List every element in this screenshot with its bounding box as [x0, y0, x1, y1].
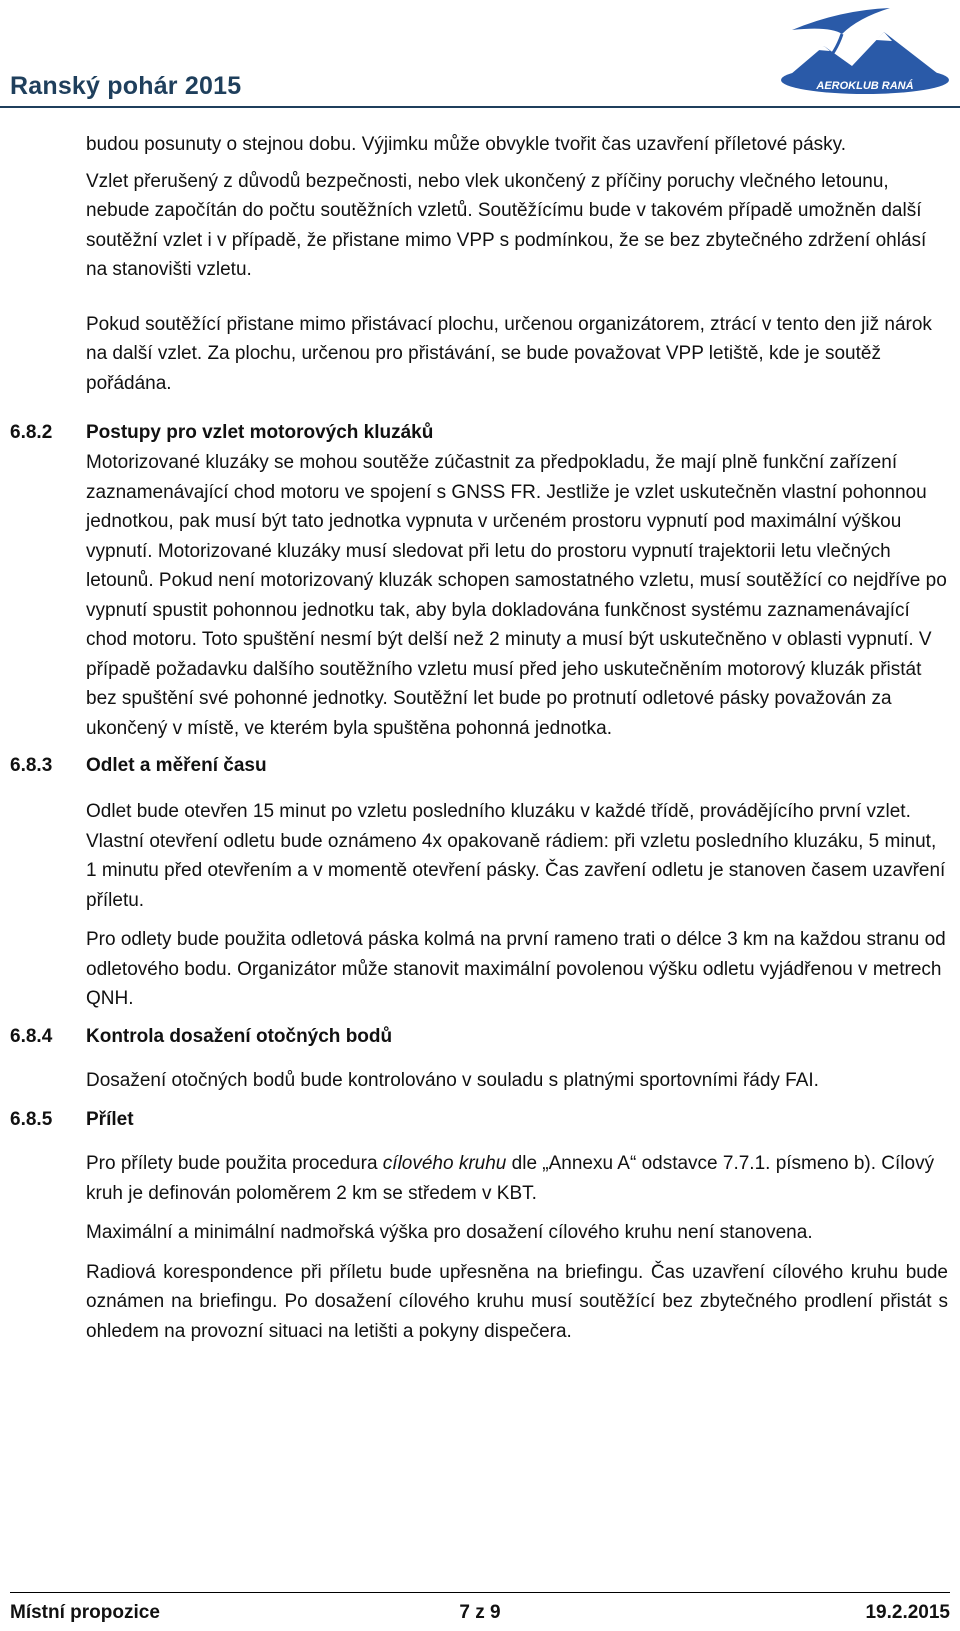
logo-glider-wing	[792, 8, 890, 34]
section-title: Odlet a měření času	[86, 755, 267, 776]
footer-document-name: Místní propozice	[10, 1602, 160, 1623]
section-title: Kontrola dosažení otočných bodů	[86, 1025, 393, 1047]
footer-date: 19.2.2015	[865, 1602, 950, 1623]
paragraph: Pro odlety bude použita odletová páska kolmá na první rameno trati o délce 3 km na každou stranu od odletového bodu. Organizátor může stanovit maximální povolenou výšku odletu vyjádřenou v metrech QNH.	[86, 929, 946, 1009]
aeroklub-logo	[770, 4, 960, 106]
footer-divider	[10, 1592, 950, 1593]
paragraph: Dosažení otočných bodů bude kontrolováno v souladu s platnými sportovními řády FAI.	[86, 1069, 819, 1091]
logo-text: AEROKLUB RANÁ	[816, 80, 914, 92]
paragraph: Motorizované kluzáky se mohou soutěže zúčastnit za předpokladu, že mají plně funkční zařízení zaznamenávající chod motoru ve spojení s GNSS FR. Jestliže je vzlet uskutečněn vlastní pohonnou jednotkou, pak musí být tato jednotka vypnuta v určeném prostoru vypnutí pod maximální výškou vypnutí. Motorizované kluzáky musí sledovat při letu do prostoru vypnutí trajektorii letu vlečných letounů. Pokud není motorizovaný kluzák schopen samostatného vzletu, musí soutěžící co nejdříve po vypnutí spustit pohonnou jednotku tak, aby byla dokladována funkčnost systému zaznamenávající chod motoru. Toto spuštění nesmí být delší než 2 minuty a musí být uskutečněno v oblasti vypnutí. V případě požadavku dalšího soutěžního vzletu musí před jeho uskutečněním motorový kluzák přistát bez spuštění své pohonné jednotky. Soutěžní let bude po protnutí odletové pásky považován za ukončený v místě, ve kterém byla spuštěna pohonná jednotka.	[86, 452, 947, 739]
text-span: Pro přílety bude použita procedura	[86, 1153, 383, 1174]
footer	[10, 1602, 950, 1628]
section-title: Postupy pro vzlet motorových kluzáků	[86, 422, 434, 443]
paragraph: Pokud soutěžící přistane mimo přistávací plochu, určenou organizátorem, ztrácí v tento den již nárok na další vzlet. Za plochu, určenou pro přistávání, se bude považovat VPP letiště, kde je soutěž pořádána.	[86, 313, 932, 394]
section-number: 6.8.4	[10, 1025, 53, 1047]
logo-mountains	[784, 32, 946, 80]
document-title: Ranský pohár 2015	[10, 72, 242, 100]
section-title: Přílet	[86, 1109, 134, 1130]
paragraph: Vzlet přerušený z důvodů bezpečnosti, nebo vlek ukončený z příčiny poruchy vlečného letounu, nebude započítán do počtu soutěžních vzletů. Soutěžícímu bude v takovém případě umožněn další soutěžní vzlet i v případě, že přistane mimo VPP s podmínkou, že se bez zbytečného zdržení ohlásí na stanovišti vzletu.	[86, 170, 927, 280]
section-heading-6-8-4	[0, 1022, 960, 1052]
section-number: 6.8.5	[10, 1109, 53, 1130]
paragraph: Radiová korespondence při příletu bude upřesněna na briefingu. Čas uzavření cílového kruhu bude oznámen na briefingu. Po dosažení cílového kruhu musí soutěžící bez zbytečného prodlení přistát s ohledem na provozní situaci na letišti a pokyny dispečera.	[86, 1261, 948, 1342]
paragraph: Odlet bude otevřen 15 minut po vzletu posledního kluzáku v každé třídě, provádějícího první vzlet. Vlastní otevření odletu bude oznámeno 4x opakovaně rádiem: při vzletu posledního kluzáku, 5 minut, 1 minutu před otevřením a v momentě otevření pásky. Čas zavření odletu je stanoven časem uzavření příletu.	[86, 801, 946, 911]
page-number: 7 z 9	[459, 1602, 501, 1623]
page-content	[0, 130, 960, 1364]
section-heading-6-8-3	[0, 751, 960, 781]
paragraph: Maximální a minimální nadmořská výška pro dosažení cílového kruhu není stanovena.	[86, 1222, 813, 1243]
header-divider	[0, 106, 960, 108]
italic-term: cílového kruhu	[382, 1153, 507, 1174]
paragraph	[86, 1149, 948, 1208]
section-number: 6.8.2	[10, 422, 53, 443]
paragraph: budou posunuty o stejnou dobu. Výjimku může obvykle tvořit čas uzavření příletové pásky.	[86, 134, 847, 155]
section-heading-6-8-2	[0, 418, 960, 448]
text-span: dle „Annexu A“ odstavce 7.7.1. písmeno b). Cílový kruh je definován poloměrem 2 km se středem v KBT.	[86, 1153, 935, 1204]
section-heading-6-8-5	[0, 1105, 960, 1135]
section-number: 6.8.3	[10, 755, 53, 776]
